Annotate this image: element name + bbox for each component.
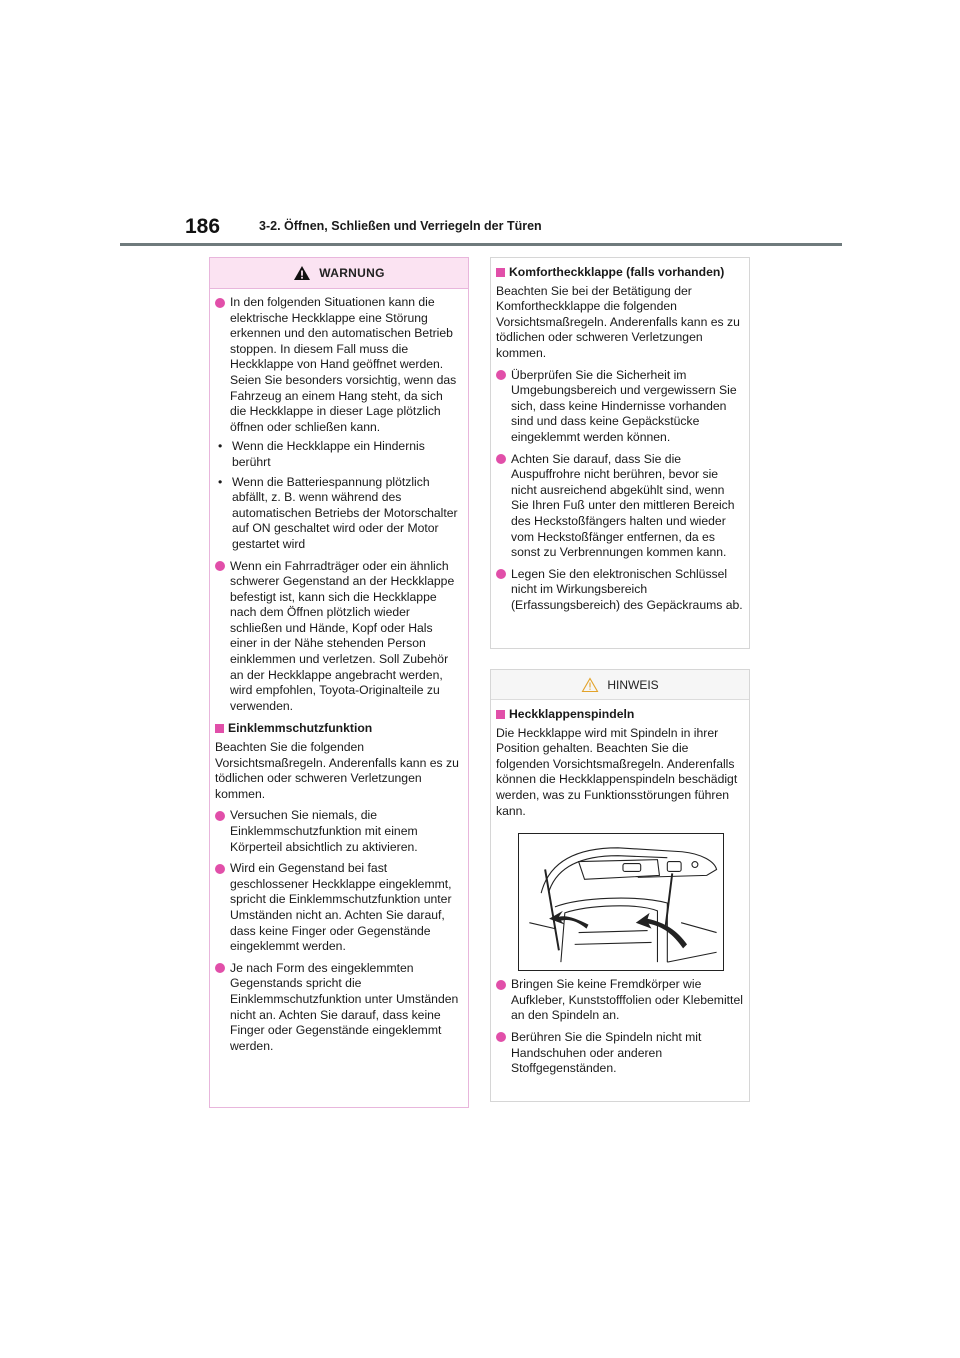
list-item-text: Bringen Sie keine Fremdkörper wie Aufkleber, Kunststofffolien oder Klebemittel an den Spindeln an. bbox=[511, 977, 743, 1023]
comfort-content bbox=[491, 258, 749, 619]
list-item-text: Achten Sie darauf, dass Sie die Auspuffrohre nicht berühren, bevor sie nicht ausreichend abgekühlt sind, wenn Sie Ihren Fuß unter den mittleren Bereich des Heckstoßfängers halten und wieder vom Heckstoßfänger entfernen, da es sonst zu Verbrennungen kommen kann. bbox=[511, 451, 735, 560]
list-item bbox=[215, 295, 462, 435]
notice-header bbox=[491, 670, 749, 700]
list-item-text: Überprüfen Sie die Sicherheit im Umgebungsbereich und vergewissern Sie sich, dass keine Hindernisse vorhanden sind und dass keine Gepäckstücke eingeklemmt werden können. bbox=[511, 367, 737, 444]
comfort-text: Beachten Sie bei der Betätigung der Komfortheckklappe die folgenden Vorsichtsmaßregeln. Anderenfalls kann es zu tödlichen oder schweren Verletzungen kommen. bbox=[496, 283, 740, 360]
page-number: 186 bbox=[185, 215, 221, 238]
warning-triangle-icon bbox=[293, 265, 311, 281]
square-bullet-icon bbox=[496, 710, 505, 719]
list-item-text: Wird ein Gegenstand bei fast geschlossener Heckklappe eingeklemmt, spricht die Einklemmschutzfunktion unter Umständen nicht an. Achten Sie darauf, dass keine Finger oder Gegenstände eingeklemmt werden. bbox=[230, 861, 452, 954]
notice-title: HINWEIS bbox=[607, 677, 659, 692]
warning-content bbox=[210, 289, 468, 1060]
caution-triangle-outline-icon bbox=[581, 677, 599, 693]
square-bullet-icon bbox=[215, 724, 224, 733]
bullet-dot-icon bbox=[496, 1032, 506, 1042]
warning-header bbox=[210, 258, 468, 289]
bullet-dot-icon bbox=[215, 298, 225, 308]
sub-item-text: Wenn die Heckklappe ein Hindernis berührt bbox=[232, 439, 425, 469]
section-heading-text: Einklemmschutzfunktion bbox=[228, 721, 373, 736]
square-bullet-icon bbox=[496, 268, 505, 277]
sub-item-text: Wenn die Batteriespannung plötzlich abfällt, z. B. wenn während des automatischen Betriebs der Motorschalter auf ON geschaltet wird oder der Motor gestartet wird bbox=[232, 474, 458, 551]
tailgate-strut-illustration bbox=[518, 833, 724, 971]
bike-carrier-text: Wenn ein Fahrradträger oder ein ähnlich schwerer Gegenstand an der Heckklappe befestigt ist, kann sich die Heckklappe nach dem Öffnen plötzlich wieder schließen und Hände, Kopf oder Hals einer in der Nähe stehenden Person einklemmen und verletzen. Soll Zubehör an der Heckklappe angebracht werden, wird empfohlen, Toyota-Originalteile zu verwenden. bbox=[230, 558, 455, 713]
chapter-title: 3-2. Öffnen, Schließen und Verriegeln der Türen bbox=[259, 219, 542, 233]
section-text: Beachten Sie die folgenden Vorsichtsmaßregeln. Anderenfalls kann es zu tödlichen oder schweren Verletzungen kommen. bbox=[215, 740, 459, 801]
list-item bbox=[215, 961, 462, 1055]
list-item-text: Versuchen Sie niemals, die Einklemmschutzfunktion mit einem Körperteil absichtlich zu aktivieren. bbox=[230, 808, 418, 854]
list-item bbox=[496, 567, 743, 614]
warning-box bbox=[209, 257, 469, 1108]
list-item bbox=[496, 977, 743, 1024]
notice-content bbox=[491, 700, 749, 1083]
sub-bullet-icon: • bbox=[218, 439, 223, 454]
list-item-text: Berühren Sie die Spindeln nicht mit Handschuhen oder anderen Stoffgegenständen. bbox=[511, 1029, 702, 1076]
list-item-text: Legen Sie den elektronischen Schlüssel nicht im Wirkungsbereich (Erfassungsbereich) des Gepäckraums ab. bbox=[511, 566, 743, 612]
bullet-dot-icon bbox=[215, 811, 225, 821]
header-rule bbox=[120, 243, 842, 246]
sub-bullet-icon: • bbox=[218, 474, 223, 489]
warning-intro-text: In den folgenden Situationen kann die elektrische Heckklappe eine Störung erkennen und den automatischen Betrieb stoppen. In diesem Fall muss die Heckklappe von Hand geöffnet werden. Seien Sie besonders vorsichtig, wenn das Fahrzeug an einem Hang steht, da sich die Heckklappe in dieser Lage plötzlich öffnen oder schließen kann. bbox=[230, 295, 457, 434]
list-item bbox=[496, 452, 743, 561]
notice-heading: Heckklappenspindeln bbox=[509, 707, 635, 721]
comfort-heading: Komfortheckklappe (falls vorhanden) bbox=[509, 265, 725, 279]
section-heading bbox=[215, 721, 462, 737]
bullet-dot-icon bbox=[496, 370, 506, 380]
section-heading bbox=[496, 265, 743, 281]
bullet-dot-icon bbox=[215, 561, 225, 571]
section-heading bbox=[496, 707, 743, 723]
comfort-tailgate-box bbox=[490, 257, 750, 649]
notice-box bbox=[490, 669, 750, 1102]
bullet-dot-icon bbox=[496, 454, 506, 464]
sub-list-item bbox=[215, 475, 462, 553]
list-item bbox=[496, 1030, 743, 1077]
bullet-dot-icon bbox=[496, 569, 506, 579]
list-item bbox=[215, 808, 462, 855]
list-item bbox=[496, 368, 743, 446]
list-item-text: Je nach Form des eingeklemmten Gegenstands spricht die Einklemmschutzfunktion unter Umständen nicht an. Achten Sie darauf, dass keine Finger oder Gegenstände eingeklemmt werden. bbox=[230, 960, 459, 1053]
bullet-dot-icon bbox=[496, 980, 506, 990]
bullet-dot-icon bbox=[215, 864, 225, 874]
bullet-dot-icon bbox=[215, 963, 225, 973]
notice-text: Die Heckklappe wird mit Spindeln in ihrer Position gehalten. Beachten Sie die folgenden Vorsichtsmaßregeln. Anderenfalls können die Heckklappenspindeln beschädigt werden, was zu Funktionsstörungen führen kann. bbox=[496, 725, 738, 818]
warning-title: WARNUNG bbox=[319, 266, 385, 280]
sub-list-item bbox=[215, 439, 462, 470]
list-item bbox=[215, 861, 462, 955]
list-item bbox=[215, 559, 462, 715]
